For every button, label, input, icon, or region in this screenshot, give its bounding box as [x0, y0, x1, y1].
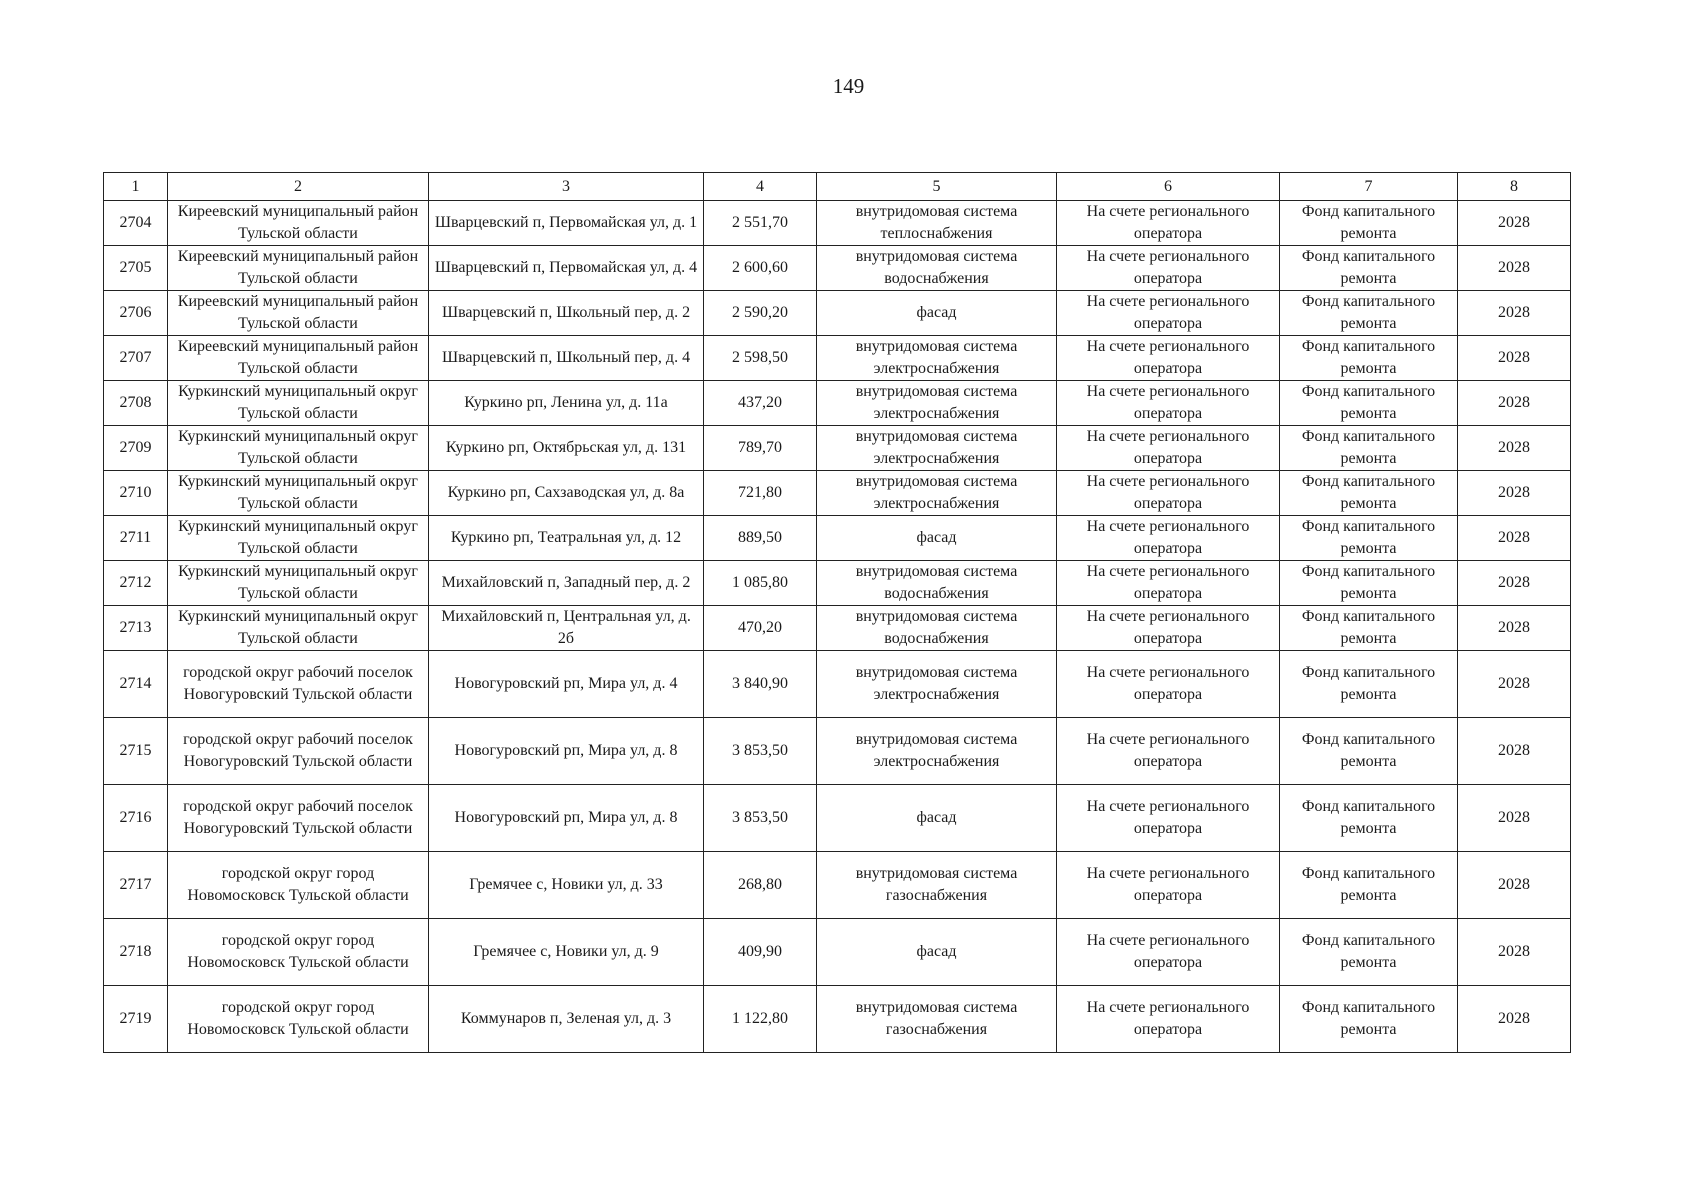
area-cell: 1 085,80 [704, 561, 817, 606]
table-row [104, 471, 1571, 516]
account-cell: На счете регионального оператора [1057, 852, 1280, 919]
address-cell: Шварцевский п, Школьный пер, д. 4 [429, 336, 704, 381]
address-cell: Новогуровский рп, Мира ул, д. 8 [429, 718, 704, 785]
year-cell: 2028 [1458, 718, 1571, 785]
area-cell: 721,80 [704, 471, 817, 516]
row-number: 2706 [104, 291, 168, 336]
fund-cell: Фонд капитального ремонта [1280, 201, 1458, 246]
work-type-cell: фасад [817, 291, 1057, 336]
year-cell: 2028 [1458, 426, 1571, 471]
account-cell: На счете регионального оператора [1057, 718, 1280, 785]
work-type-cell: фасад [817, 785, 1057, 852]
address-cell: Гремячее с, Новики ул, д. 9 [429, 919, 704, 986]
address-cell: Гремячее с, Новики ул, д. 33 [429, 852, 704, 919]
column-header-8: 8 [1458, 173, 1571, 201]
area-cell: 3 840,90 [704, 651, 817, 718]
row-number: 2710 [104, 471, 168, 516]
year-cell: 2028 [1458, 919, 1571, 986]
work-type-cell: внутридомовая система электроснабжения [817, 718, 1057, 785]
table-row [104, 201, 1571, 246]
municipality-cell: Куркинский муниципальный округ Тульской области [168, 426, 429, 471]
work-type-cell: внутридомовая система газоснабжения [817, 852, 1057, 919]
account-cell: На счете регионального оператора [1057, 471, 1280, 516]
fund-cell: Фонд капитального ремонта [1280, 986, 1458, 1053]
account-cell: На счете регионального оператора [1057, 291, 1280, 336]
table-row [104, 291, 1571, 336]
work-type-cell: внутридомовая система электроснабжения [817, 471, 1057, 516]
row-number: 2705 [104, 246, 168, 291]
table-row [104, 718, 1571, 785]
address-cell: Шварцевский п, Школьный пер, д. 2 [429, 291, 704, 336]
row-number: 2718 [104, 919, 168, 986]
column-header-3: 3 [429, 173, 704, 201]
fund-cell: Фонд капитального ремонта [1280, 381, 1458, 426]
municipality-cell: Куркинский муниципальный округ Тульской области [168, 606, 429, 651]
account-cell: На счете регионального оператора [1057, 651, 1280, 718]
year-cell: 2028 [1458, 852, 1571, 919]
account-cell: На счете регионального оператора [1057, 336, 1280, 381]
account-cell: На счете регионального оператора [1057, 986, 1280, 1053]
address-cell: Коммунаров п, Зеленая ул, д. 3 [429, 986, 704, 1053]
area-cell: 3 853,50 [704, 718, 817, 785]
municipality-cell: Киреевский муниципальный район Тульской области [168, 336, 429, 381]
area-cell: 470,20 [704, 606, 817, 651]
column-header-7: 7 [1280, 173, 1458, 201]
fund-cell: Фонд капитального ремонта [1280, 606, 1458, 651]
year-cell: 2028 [1458, 561, 1571, 606]
account-cell: На счете регионального оператора [1057, 561, 1280, 606]
municipality-cell: Куркинский муниципальный округ Тульской области [168, 561, 429, 606]
municipality-cell: Куркинский муниципальный округ Тульской области [168, 381, 429, 426]
row-number: 2712 [104, 561, 168, 606]
table-row [104, 516, 1571, 561]
page-number: 149 [832, 74, 865, 98]
table-row [104, 246, 1571, 291]
work-type-cell: внутридомовая система водоснабжения [817, 246, 1057, 291]
municipality-cell: городской округ рабочий поселок Новогуровский Тульской области [168, 651, 429, 718]
year-cell: 2028 [1458, 651, 1571, 718]
area-cell: 409,90 [704, 919, 817, 986]
row-number: 2715 [104, 718, 168, 785]
work-type-cell: внутридомовая система теплоснабжения [817, 201, 1057, 246]
municipality-cell: Киреевский муниципальный район Тульской области [168, 201, 429, 246]
municipality-cell: городской округ город Новомосковск Тульской области [168, 852, 429, 919]
row-number: 2713 [104, 606, 168, 651]
area-cell: 889,50 [704, 516, 817, 561]
capital-repair-table [103, 172, 1571, 1053]
address-cell: Михайловский п, Западный пер, д. 2 [429, 561, 704, 606]
table-row [104, 651, 1571, 718]
area-cell: 2 551,70 [704, 201, 817, 246]
column-header-6: 6 [1057, 173, 1280, 201]
address-cell: Новогуровский рп, Мира ул, д. 4 [429, 651, 704, 718]
row-number: 2708 [104, 381, 168, 426]
fund-cell: Фонд капитального ремонта [1280, 471, 1458, 516]
table-row [104, 606, 1571, 651]
municipality-cell: городской округ город Новомосковск Тульской области [168, 919, 429, 986]
area-cell: 2 590,20 [704, 291, 817, 336]
work-type-cell: фасад [817, 516, 1057, 561]
fund-cell: Фонд капитального ремонта [1280, 291, 1458, 336]
year-cell: 2028 [1458, 986, 1571, 1053]
address-cell: Шварцевский п, Первомайская ул, д. 1 [429, 201, 704, 246]
table-row [104, 381, 1571, 426]
work-type-cell: внутридомовая система водоснабжения [817, 561, 1057, 606]
year-cell: 2028 [1458, 201, 1571, 246]
municipality-cell: Куркинский муниципальный округ Тульской области [168, 471, 429, 516]
work-type-cell: внутридомовая система электроснабжения [817, 381, 1057, 426]
column-header-4: 4 [704, 173, 817, 201]
year-cell: 2028 [1458, 785, 1571, 852]
work-type-cell: фасад [817, 919, 1057, 986]
work-type-cell: внутридомовая система электроснабжения [817, 336, 1057, 381]
column-header-1: 1 [104, 173, 168, 201]
address-cell: Михайловский п, Центральная ул, д. 2б [429, 606, 704, 651]
year-cell: 2028 [1458, 471, 1571, 516]
work-type-cell: внутридомовая система водоснабжения [817, 606, 1057, 651]
work-type-cell: внутридомовая система электроснабжения [817, 651, 1057, 718]
fund-cell: Фонд капитального ремонта [1280, 516, 1458, 561]
column-header-5: 5 [817, 173, 1057, 201]
work-type-cell: внутридомовая система электроснабжения [817, 426, 1057, 471]
address-cell: Шварцевский п, Первомайская ул, д. 4 [429, 246, 704, 291]
fund-cell: Фонд капитального ремонта [1280, 919, 1458, 986]
row-number: 2714 [104, 651, 168, 718]
account-cell: На счете регионального оператора [1057, 516, 1280, 561]
area-cell: 268,80 [704, 852, 817, 919]
account-cell: На счете регионального оператора [1057, 785, 1280, 852]
year-cell: 2028 [1458, 516, 1571, 561]
municipality-cell: городской округ рабочий поселок Новогуровский Тульской области [168, 785, 429, 852]
row-number: 2711 [104, 516, 168, 561]
area-cell: 2 600,60 [704, 246, 817, 291]
municipality-cell: Киреевский муниципальный район Тульской области [168, 246, 429, 291]
fund-cell: Фонд капитального ремонта [1280, 651, 1458, 718]
account-cell: На счете регионального оператора [1057, 381, 1280, 426]
table-row [104, 336, 1571, 381]
year-cell: 2028 [1458, 246, 1571, 291]
year-cell: 2028 [1458, 381, 1571, 426]
fund-cell: Фонд капитального ремонта [1280, 246, 1458, 291]
row-number: 2704 [104, 201, 168, 246]
work-type-cell: внутридомовая система газоснабжения [817, 986, 1057, 1053]
address-cell: Куркино рп, Театральная ул, д. 12 [429, 516, 704, 561]
account-cell: На счете регионального оператора [1057, 201, 1280, 246]
fund-cell: Фонд капитального ремонта [1280, 336, 1458, 381]
table-row [104, 852, 1571, 919]
area-cell: 437,20 [704, 381, 817, 426]
municipality-cell: городской округ город Новомосковск Тульской области [168, 986, 429, 1053]
municipality-cell: Киреевский муниципальный район Тульской области [168, 291, 429, 336]
area-cell: 789,70 [704, 426, 817, 471]
municipality-cell: городской округ рабочий поселок Новогуровский Тульской области [168, 718, 429, 785]
table-row [104, 561, 1571, 606]
row-number: 2716 [104, 785, 168, 852]
fund-cell: Фонд капитального ремонта [1280, 561, 1458, 606]
fund-cell: Фонд капитального ремонта [1280, 718, 1458, 785]
account-cell: На счете регионального оператора [1057, 426, 1280, 471]
year-cell: 2028 [1458, 336, 1571, 381]
area-cell: 3 853,50 [704, 785, 817, 852]
account-cell: На счете регионального оператора [1057, 919, 1280, 986]
row-number: 2707 [104, 336, 168, 381]
area-cell: 2 598,50 [704, 336, 817, 381]
column-number-row [104, 173, 1571, 201]
column-header-2: 2 [168, 173, 429, 201]
account-cell: На счете регионального оператора [1057, 606, 1280, 651]
table-row [104, 785, 1571, 852]
table-row [104, 986, 1571, 1053]
row-number: 2717 [104, 852, 168, 919]
account-cell: На счете регионального оператора [1057, 246, 1280, 291]
year-cell: 2028 [1458, 291, 1571, 336]
row-number: 2719 [104, 986, 168, 1053]
address-cell: Куркино рп, Сахзаводская ул, д. 8а [429, 471, 704, 516]
address-cell: Куркино рп, Ленина ул, д. 11а [429, 381, 704, 426]
area-cell: 1 122,80 [704, 986, 817, 1053]
fund-cell: Фонд капитального ремонта [1280, 426, 1458, 471]
municipality-cell: Куркинский муниципальный округ Тульской области [168, 516, 429, 561]
address-cell: Новогуровский рп, Мира ул, д. 8 [429, 785, 704, 852]
table-row [104, 919, 1571, 986]
row-number: 2709 [104, 426, 168, 471]
address-cell: Куркино рп, Октябрьская ул, д. 131 [429, 426, 704, 471]
fund-cell: Фонд капитального ремонта [1280, 785, 1458, 852]
fund-cell: Фонд капитального ремонта [1280, 852, 1458, 919]
year-cell: 2028 [1458, 606, 1571, 651]
table-row [104, 426, 1571, 471]
